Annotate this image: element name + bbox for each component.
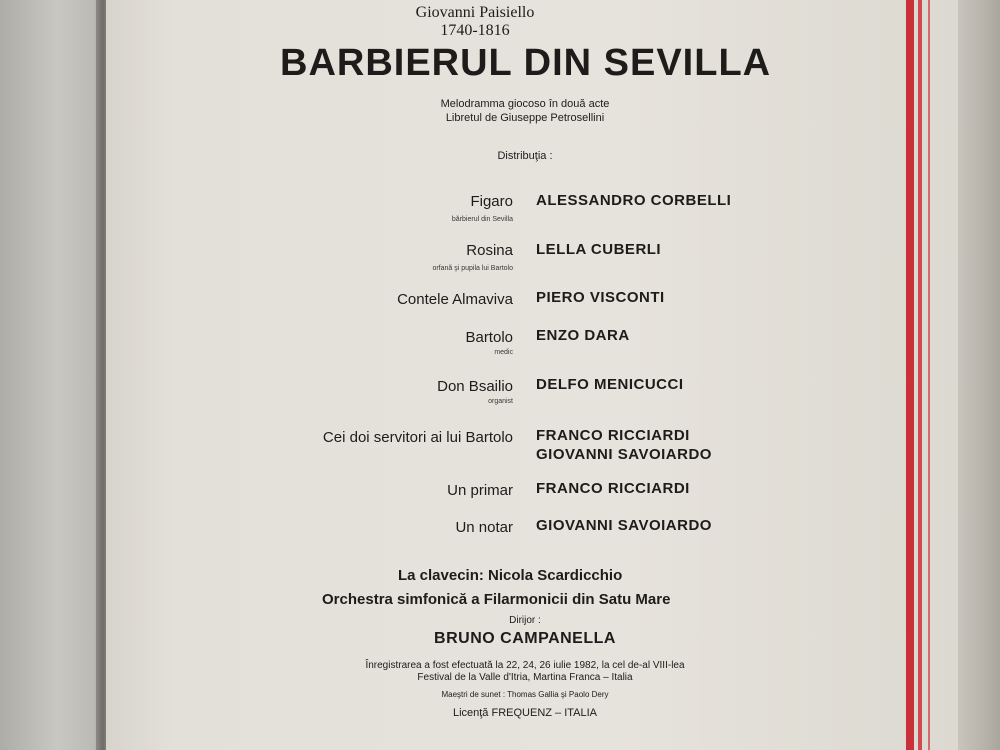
cast-role: Contele Almaviva xyxy=(397,291,513,308)
distribution-label: Distribuţia : xyxy=(497,150,553,162)
cast-actor: ENZO DARA xyxy=(536,327,630,344)
cast-role-desc: bărbierul din Sevilla xyxy=(451,216,513,223)
recording-note: Înregistrarea a fost efectuată la 22, 24, 26 iulie 1982, la cel de-al VIII-lea xyxy=(365,660,685,671)
orchestra-credit: Orchestra simfonică a Filarmonicii din Satu Mare xyxy=(322,591,671,608)
cast-role: Un notar xyxy=(455,519,513,536)
cast-actor: ALESSANDRO CORBELLI xyxy=(536,192,732,209)
red-border-stripe xyxy=(918,0,922,750)
cast-role-desc: organist xyxy=(488,398,513,405)
cast-role: Rosina xyxy=(466,242,513,259)
composer-name: Giovanni Paisiello xyxy=(415,4,535,21)
cast-actor: FRANCO RICCIARDI xyxy=(536,480,690,497)
libretto-credit: Libretul de Giuseppe Petrosellini xyxy=(445,112,605,124)
cast-role: Cei doi servitori ai lui Bartolo xyxy=(322,429,513,446)
cast-role: Bartolo xyxy=(465,329,513,346)
cast-actor: LELLA CUBERLI xyxy=(536,241,662,258)
cast-actor-second: GIOVANNI SAVOIARDO xyxy=(536,446,712,463)
cast-role-desc: medic xyxy=(494,349,513,356)
cast-role: Don Bsailio xyxy=(437,378,513,395)
opera-subtitle: Melodramma giocoso în două acte xyxy=(440,98,610,110)
harpsichord-credit: La clavecin: Nicola Scardicchio xyxy=(398,567,623,584)
recording-note-line2: Festival de la Valle d'Itria, Martina Franca – Italia xyxy=(417,672,633,683)
cast-role: Figaro xyxy=(470,193,513,210)
licence-text: Licenţă FREQUENZ – ITALIA xyxy=(452,707,598,719)
right-page-edge xyxy=(958,0,1000,750)
sound-masters: Maeştri de sunet : Thomas Gallia şi Paolo Dery xyxy=(441,690,609,699)
cast-actor: PIERO VISCONTI xyxy=(536,289,665,306)
red-border-stripe xyxy=(928,0,930,750)
conductor-name: BRUNO CAMPANELLA xyxy=(434,630,616,647)
left-page xyxy=(0,0,104,750)
cast-role: Un primar xyxy=(447,482,513,499)
conductor-label: Dirijor : xyxy=(509,615,541,626)
opera-title: BARBIERUL DIN SEVILLA xyxy=(280,42,772,84)
cast-role-desc: orfană şi pupila lui Bartolo xyxy=(432,265,513,272)
cast-actor: FRANCO RICCIARDI xyxy=(536,427,690,444)
red-border-stripe xyxy=(906,0,914,750)
cast-actor: DELFO MENICUCCI xyxy=(536,376,684,393)
cast-actor: GIOVANNI SAVOIARDO xyxy=(536,517,712,534)
composer-years: 1740-1816 xyxy=(440,22,510,39)
